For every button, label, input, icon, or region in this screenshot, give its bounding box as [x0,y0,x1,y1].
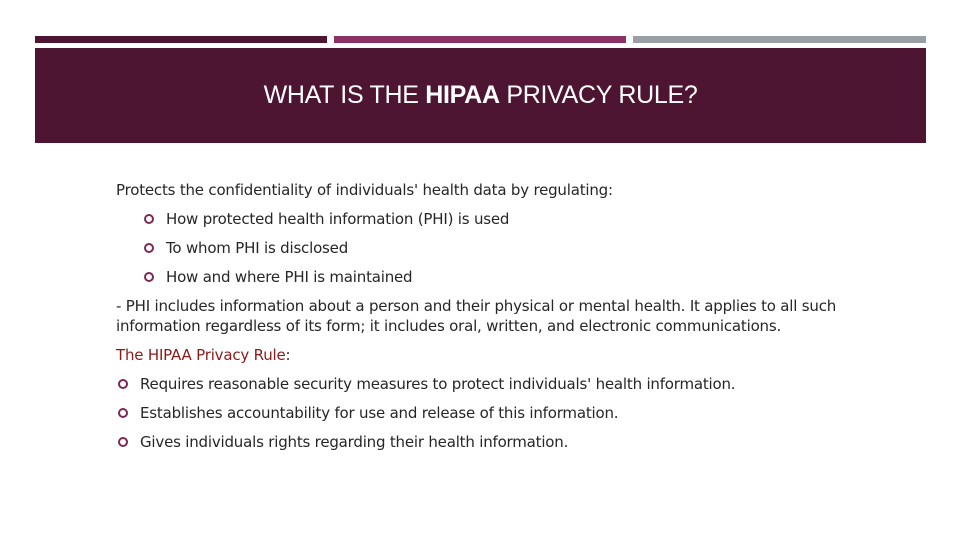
accent-bar-2 [334,36,626,43]
bullet-icon [118,408,128,418]
title-text: PRIVACY RULE? [499,81,698,109]
rule-heading-text: The HIPAA Privacy Rule [116,346,286,364]
rule-heading [116,346,290,364]
accent-bar-1 [35,36,327,43]
title-banner [35,48,926,143]
phi-text: - PHI includes information about a person and their physical or mental health. It applies to all such [116,297,837,315]
title-bold: HIPAA [425,81,500,109]
rule-colon: : [285,346,291,364]
title-text: WHAT IS THE [263,81,426,109]
list-item: Requires reasonable security measures to protect individuals' health information. [140,375,736,393]
list-item: How and where PHI is maintained [166,268,413,286]
list-item: Establishes accountability for use and release of this information. [140,404,619,422]
bullet-icon [144,214,154,224]
list-item: How protected health information (PHI) is used [166,210,510,228]
list-item: Gives individuals rights regarding their health information. [140,433,569,451]
list-item: To whom PHI is disclosed [166,239,349,257]
intro-text: Protects the confidentiality of individuals' health data by regulating: [116,181,613,199]
bullet-icon [118,437,128,447]
bullet-icon [118,379,128,389]
accent-bar-3 [633,36,926,43]
phi-text: information regardless of its form; it includes oral, written, and electronic communications. [116,317,782,335]
bullet-icon [144,272,154,282]
slide-title [264,81,698,110]
bullet-icon [144,243,154,253]
